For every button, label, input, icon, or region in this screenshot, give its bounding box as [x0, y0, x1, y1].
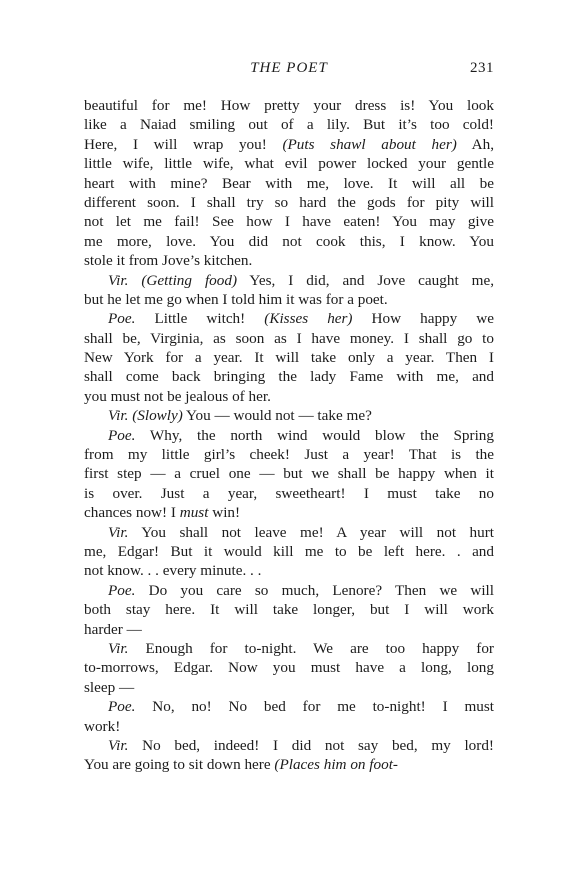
emphasis: must: [179, 504, 209, 522]
line-text: Do you care so much, Lenore? Then we will: [135, 581, 494, 599]
running-title: THE POET: [250, 60, 328, 76]
text-line: [84, 620, 494, 639]
line-text: but he let me go when I told him it was for a poet.: [84, 290, 388, 308]
line-text: harder —: [84, 620, 142, 638]
text-line: [84, 717, 494, 736]
text-line: [84, 271, 494, 290]
text-line: [84, 174, 494, 193]
line-text: Enough for to-night. We are too happy for: [128, 639, 494, 657]
line-text: You are going to sit down here: [84, 756, 275, 774]
text-line: [84, 755, 494, 774]
speaker: Poe.: [108, 698, 136, 716]
line-text: first step — a cruel one — but we shall be happy when it: [84, 465, 494, 483]
stage-direction: (Getting food): [141, 271, 238, 289]
line-text: not know. . . every minute. . .: [84, 562, 262, 580]
text-line: [84, 406, 494, 425]
text-line: [84, 193, 494, 212]
text-line: [84, 426, 494, 445]
text-line: [84, 212, 494, 231]
line-text: You — would not — take me?: [182, 407, 372, 425]
text-line: [84, 251, 494, 270]
text-line: [84, 445, 494, 464]
line-text: chances now! I: [84, 504, 180, 522]
text-line: [84, 135, 494, 154]
text-line: [84, 658, 494, 677]
line-text: Yes, I did, and Jove caught me,: [237, 271, 494, 289]
speaker: Vir.: [108, 407, 129, 425]
text-line: [84, 387, 494, 406]
speaker: Vir.: [108, 639, 129, 657]
stage-direction: (Kisses her): [264, 310, 353, 328]
text-line: [84, 154, 494, 173]
speaker: Poe.: [108, 581, 136, 599]
text-line: [84, 542, 494, 561]
line-text: New York for a year. It will take only a year. Then I: [84, 349, 494, 367]
line-text: both stay here. It will take longer, but I will work: [84, 601, 494, 619]
line-text: not let me fail! See how I have eaten! You may give: [84, 213, 494, 231]
text-line: [84, 290, 494, 309]
text-line: [84, 115, 494, 134]
line-text: win!: [208, 504, 241, 522]
line-text: You shall not leave me! A year will not hurt: [128, 523, 494, 541]
line-text: stole it from Jove’s kitchen.: [84, 252, 253, 270]
text-line: [84, 464, 494, 483]
stage-direction: (Puts shawl about her): [282, 135, 457, 153]
line-text: work!: [84, 717, 121, 735]
line-text: me, Edgar! But it would kill me to be left here. . and: [84, 542, 494, 560]
line-text: heart with mine? Bear with me, love. It will all be: [84, 174, 494, 192]
text-line: [84, 639, 494, 658]
line-text: me more, love. You did not cook this, I know. You: [84, 232, 494, 250]
line-text: Ah,: [456, 135, 495, 153]
text-line: [84, 736, 494, 755]
line-text: little wife, little wife, what evil power locked your gentle: [84, 155, 494, 173]
text-line: [84, 96, 494, 115]
text-line: [84, 329, 494, 348]
line-text: like a Naiad smiling out of a lily. But it’s too cold!: [84, 116, 494, 134]
speaker: Poe.: [108, 426, 136, 444]
text-line: [84, 367, 494, 386]
line-text: different soon. I shall try so hard the gods for pity will: [84, 193, 494, 211]
line-text: Here, I will wrap you!: [84, 135, 283, 153]
line-text: Why, the north wind would blow the Spring: [135, 426, 494, 444]
text-line: [84, 523, 494, 542]
text-line: [84, 232, 494, 251]
line-text: No, no! No bed for me to-night! I must: [135, 698, 494, 716]
line-text: How happy we: [352, 310, 494, 328]
text-line: [84, 678, 494, 697]
line-text: to-morrows, Edgar. Now you must have a long, long: [84, 659, 494, 677]
line-text: No bed, indeed! I did not say bed, my lord!: [128, 736, 494, 754]
text-line: [84, 503, 494, 522]
line-text: shall be, Virginia, as soon as I have money. I shall go to: [84, 329, 494, 347]
stage-direction: (Places him on foot-: [274, 756, 398, 774]
text-line: [84, 600, 494, 619]
running-head: [84, 60, 494, 82]
line-text: from my little girl’s cheek! Just a year! That is the: [84, 446, 494, 464]
line-text: [128, 272, 141, 289]
line-text: shall come back bringing the lady Fame with me, and: [84, 368, 494, 386]
text-line: [84, 561, 494, 580]
speaker: Poe.: [108, 310, 136, 328]
speaker: Vir.: [108, 736, 129, 754]
text-line: [84, 484, 494, 503]
text-line: [84, 309, 494, 328]
stage-direction: (Slowly): [132, 407, 183, 425]
page-number: 231: [470, 60, 494, 76]
line-text: Little witch!: [135, 310, 265, 328]
speaker: Vir.: [108, 523, 129, 541]
line-text: beautiful for me! How pretty your dress is! You look: [84, 97, 494, 114]
text-line: [84, 581, 494, 600]
body-text: [84, 96, 494, 775]
speaker: Vir.: [108, 271, 129, 289]
text-line: [84, 697, 494, 716]
line-text: sleep —: [84, 678, 135, 696]
line-text: you must not be jealous of her.: [84, 387, 271, 405]
line-text: is over. Just a year, sweetheart! I must take no: [84, 484, 494, 502]
text-line: [84, 348, 494, 367]
